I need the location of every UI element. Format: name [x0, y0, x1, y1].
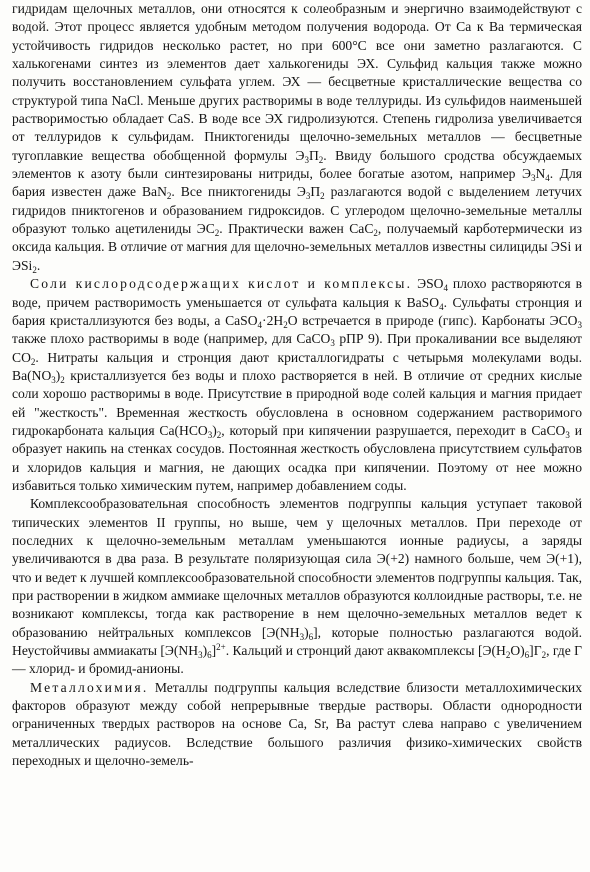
subscript: 4	[257, 319, 263, 330]
subscript: 4	[439, 301, 444, 312]
subscript: 4	[545, 173, 550, 184]
text-run: ·2H	[262, 312, 284, 328]
text-run: П	[310, 184, 321, 200]
subscript: 3	[330, 338, 335, 349]
text-run: . Все пниктогениды Э	[171, 184, 306, 200]
subscript: 2	[30, 356, 36, 367]
text-run: )	[55, 367, 61, 383]
text-run: ], которые полностью разлагаются водой. Неустойчивы аммиакаты [Э(NH	[12, 624, 582, 659]
text-run: плохо растворяются в воде, причем растворимость уменьшается от сульфата кальция к BaSO	[12, 276, 582, 310]
text-run: разлагаются водой с выделением летучих гидридов пниктогенов и образованием гидроксидов. С углеродом щелочно-земельные металлы образуют только ацетилениды ЭС	[12, 184, 582, 237]
text-run: , который при кипячении разрушается, переходит в CaCO	[221, 422, 566, 438]
subscript: 3	[565, 429, 570, 440]
paragraph-metallochemistry	[12, 679, 582, 771]
subscript: 3	[304, 154, 309, 165]
subscript: 2	[318, 154, 324, 165]
subscript: 3	[577, 319, 582, 330]
subscript: 3	[207, 429, 213, 440]
text-run: кристаллизуется без воды и плохо растворяется в ней. В отличие от средних кислые соли хорошо растворимы в воде. Присутствие в природной воде солей кальция и магния придает ей "жесткость". Временная жесткость обусловлена в основном содержанием растворимого гидрокарбоната кальция Ca(HCO	[12, 367, 582, 438]
text-run: , получаемый карботермически из оксида кальция. В отличие от магния для щелочно-земельных металлов известны силициды ЭSi и ЭSi	[12, 221, 583, 273]
text-run: ]Г	[529, 643, 542, 659]
subscript: 2	[166, 191, 172, 202]
text-run: . Кальций и стронций дают аквакомплексы [Э(H	[225, 643, 506, 659]
text-run: также плохо растворимы в воде (например, для CaCO	[12, 331, 331, 347]
text-run: и образует накипь на стенках сосудов. Постоянная жесткость обусловлена присутствием сульфатов и хлоридов кальция и магния, не дающих осадка при кипячении. Поэтому от нее можно избавиться только химическим путем, например добавлением соды.	[12, 422, 582, 493]
subscript: 3	[198, 650, 203, 661]
text-run: . Для бария известен даже BaN	[12, 166, 582, 200]
subscript: 2	[541, 650, 547, 661]
subscript: 2	[320, 191, 325, 202]
subscript: 3	[530, 173, 536, 184]
text-run: )	[212, 422, 217, 438]
text-run: . Нитраты кальция и стронция дают кристаллогидраты с четырьмя молекулами воды. Ba(NO	[12, 349, 582, 383]
subscript: 4	[443, 283, 448, 294]
subscript: 6	[308, 631, 314, 642]
subscript: 2	[283, 319, 288, 330]
subscript: 3	[51, 374, 56, 385]
text-run: ЭSO	[412, 276, 444, 292]
section-heading-metallochemistry: Металлохимия.	[30, 679, 149, 695]
subscript: 2	[214, 228, 220, 239]
text-run: ]	[211, 643, 217, 659]
subscript: 6	[524, 650, 530, 661]
text-run: Комплексообразовательная способность элементов подгруппы кальция уступает таковой типических элементов II группы, но выше, чем у щелочных металлов. При переходе от последних к щелочно-земельным металлам уменьшаются ионные радиусы, а заряды увеличиваются в два раза. В результате поляризующая сила Э(+2) намного больше, чем Э(+1), что и ведет к лучшей комплексообразовательной способности элементов подгруппы кальция. Так, при растворении в жидком аммиаке щелочных металлов образуются коллоидные растворы, т.е. не возникают комплексы, тогда как растворение в нем щелочно-земельных металлов ведет к образованию нейтральных комплексов [Э(NH	[12, 496, 582, 640]
subscript: 2	[32, 264, 37, 275]
subscript: 3	[299, 631, 305, 642]
subscript: 3	[305, 191, 311, 202]
subscript: 2	[216, 429, 222, 440]
text-run: O)	[510, 643, 525, 659]
text-run: , где Г — хлорид- и бромид-анионы.	[12, 643, 583, 677]
text-run: Металлы подгруппы кальция вследствие близости металлохимических факторов образуют между собой непрерывные твердые растворы. Области однородности ограниченных твердых растворов на основе Ca, Sr, Ba растут слева направо с увеличением металлических радиусов. Вследствие большого различия физико-химических свойств переходных и щелочно-земель-	[12, 679, 582, 769]
text-run: .	[36, 257, 41, 273]
text-run: П	[308, 147, 319, 163]
subscript: 2	[60, 374, 65, 385]
text-run: )	[202, 643, 208, 659]
paragraph-salts-complexes	[12, 275, 582, 495]
text-run: O встречается в природе (гипс). Карбонаты ЭCO	[287, 312, 578, 328]
text-run: N	[535, 166, 546, 182]
paragraph-complex-formation	[12, 495, 582, 678]
text-run: )	[304, 624, 309, 640]
paragraph-hydrides-chalcogenides	[12, 0, 582, 275]
text-run: . Сульфаты стронция и бария кристаллизуются без воды, а CaSO	[12, 294, 583, 328]
superscript: 2+	[216, 642, 226, 653]
subscript: 6	[207, 650, 212, 661]
text-run: . Ввиду большого сродства обсуждаемых элементов к азоту были синтезированы нитриды, более богатые азотом, например Э	[12, 147, 582, 182]
text-run: . Практически важен CaC	[219, 221, 374, 237]
section-heading-salts: Соли кислородсодержащих кислот и комплексы.	[30, 276, 413, 292]
subscript: 2	[373, 228, 378, 239]
text-run: гидридам щелочных металлов, они относятся к солеобразным и энергично взаимодействуют с водой. Этот процесс является удобным методом получения водорода. От Ca к Ba термическая устойчивость гидридов несколько растет, но при 600°C все они заметно разлагаются. С халькогенами синтез из элементов дает халькогениды ЭХ. Сульфид кальция также можно получить восстановлением сульфата углем. ЭХ — бесцветные кристаллические вещества со структурой типа NaCl. Меньше других растворимы в воде теллуриды. Из сульфидов наименьшей растворимостью обладает CaS. В воде все ЭХ гидролизуются. Степень гидролиза увеличивается от теллуридов к сульфидам. Пниктогениды щелочно-земельных металлов — бесцветные тугоплавкие вещества обобщенной формулы Э	[12, 1, 582, 163]
text-run: pПР 9). При прокаливании все выделяют CO	[12, 331, 582, 365]
subscript: 2	[505, 650, 511, 661]
